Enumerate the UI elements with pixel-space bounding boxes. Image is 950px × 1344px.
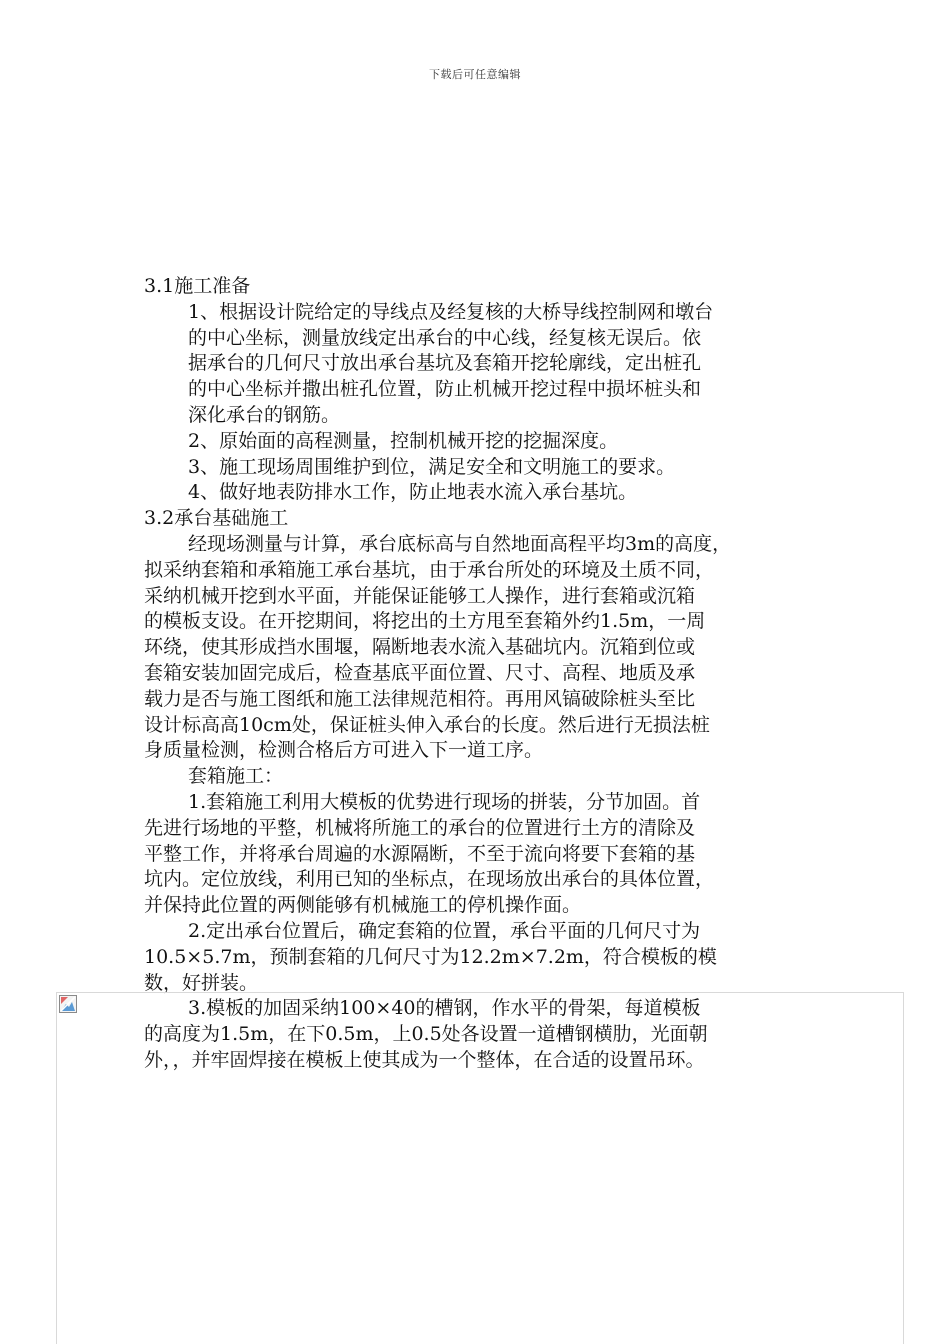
text-line: 深化承台的钢筋。	[188, 403, 341, 426]
step-paragraph	[144, 919, 820, 996]
text-line: 的中心坐标，测量放线定出承台的中心线，经复核无误后。依	[188, 326, 702, 349]
text-line: 坑内。定位放线，利用已知的坐标点，在现场放出承台的具体位置，	[144, 868, 715, 891]
list-item	[144, 429, 820, 455]
text-line: 身质量检测，检测合格后方可进入下一道工序。	[144, 739, 544, 762]
text-line: 先进行场地的平整，机械将所施工的承台的位置进行土方的清除及	[144, 816, 696, 839]
text-line: 载力是否与施工图纸和施工法律规范相符。再用风镐破除桩头至比	[144, 687, 696, 710]
list-item	[144, 480, 820, 506]
text-line: 的高度为1.5m，在下0.5m，上0.5处各设置一道槽钢横肋，光面朝	[144, 1023, 708, 1046]
text-line: 平整工作，并将承台周遍的水源隔断，不至于流向将要下套箱的基	[144, 842, 696, 865]
text-line: 拟采纳套箱和承箱施工承台基坑，由于承台所处的环境及土质不同，	[144, 558, 715, 581]
embedded-image-frame	[56, 992, 904, 1344]
text-line: 2.定出承台位置后，确定套箱的位置，承台平面的几何尺寸为	[188, 919, 701, 942]
text-line: 4、做好地表防排水工作，防止地表水流入承台基坑。	[188, 481, 638, 504]
text-line: 外，，并牢固焊接在模板上使其成为一个整体，在合适的设置吊环。	[144, 1048, 705, 1071]
text-line: 3.模板的加固采纳100×40的槽钢，作水平的骨架，每道模板	[188, 997, 701, 1020]
list-item	[144, 300, 820, 429]
page-header-note: 下载后可任意编辑	[429, 68, 521, 81]
broken-image-icon	[59, 995, 77, 1013]
text-line: 采纳机械开挖到水平面，并能保证能够工人操作，进行套箱或沉箱	[144, 584, 696, 607]
text-line: 经现场测量与计算，承台底标高与自然地面高程平均3m的高度，	[188, 532, 732, 555]
text-line: 数，好拼装。	[144, 971, 259, 994]
subheading-casing-construction: 套箱施工：	[188, 765, 284, 788]
text-line: 据承台的几何尺寸放出承台基坑及套箱开挖轮廓线，定出桩孔	[188, 352, 702, 375]
text-line: 设计标高高10cm处，保证桩头伸入承台的长度。然后进行无损法桩	[144, 713, 710, 736]
text-line: 1.套箱施工利用大模板的优势进行现场的拼装，分节加固。首	[188, 790, 701, 813]
intro-paragraph	[144, 532, 820, 764]
text-line: 的中心坐标并撒出桩孔位置，防止机械开挖过程中损坏桩头和	[188, 378, 702, 401]
text-line: 3、施工现场周围维护到位，满足安全和文明施工的要求。	[188, 455, 676, 478]
text-line: 环绕，使其形成挡水围堰，隔断地表水流入基础坑内。沉箱到位或	[144, 636, 696, 659]
section-heading-3-2: 3.2承台基础施工	[144, 507, 289, 530]
list-item	[144, 455, 820, 481]
text-line: 并保持此位置的两侧能够有机械施工的停机操作面。	[144, 894, 582, 917]
text-line: 的模板支设。在开挖期间，将挖出的土方甩至套箱外约1.5m，一周	[144, 610, 706, 633]
step-paragraph	[144, 790, 820, 919]
text-line: 1、根据设计院给定的导线点及经复核的大桥导线控制网和墩台	[188, 300, 714, 323]
text-line: 2、原始面的高程测量，控制机械开挖的挖掘深度。	[188, 429, 619, 452]
text-line: 10.5×5.7m，预制套箱的几何尺寸为12.2m×7.2m，符合模板的模	[144, 945, 717, 968]
document-body	[144, 274, 820, 1074]
text-line: 套箱安装加固完成后，检查基底平面位置、尺寸、高程、地质及承	[144, 661, 696, 684]
section-heading-3-1: 3.1施工准备	[144, 275, 251, 297]
